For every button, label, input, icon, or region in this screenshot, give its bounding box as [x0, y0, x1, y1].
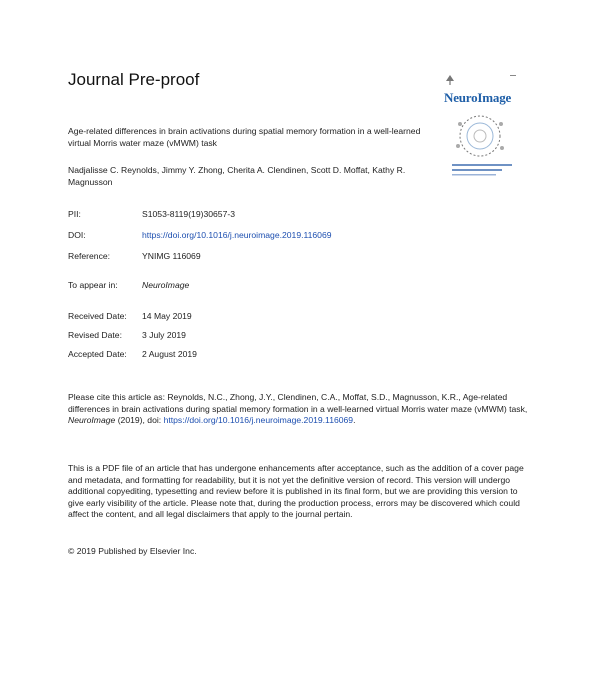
- citation-middle: (2019), doi:: [117, 415, 162, 426]
- doi-label: DOI:: [68, 230, 86, 240]
- reference-label: Reference:: [68, 251, 111, 261]
- doi-link[interactable]: https://doi.org/10.1016/j.neuroimage.2019.116069: [142, 230, 332, 240]
- brain-cover-icon: [444, 106, 524, 182]
- citation-journal: NeuroImage: [68, 415, 116, 426]
- citation-doi-link[interactable]: https://doi.org/10.1016/j.neuroimage.2019.116069: [163, 415, 354, 426]
- reference-value: YNIMG 116069: [142, 251, 201, 261]
- received-label: Received Date:: [68, 311, 127, 321]
- citation-paragraph: [68, 392, 530, 427]
- journal-logo-name: NeuroImage: [444, 90, 512, 105]
- article-title: Age-related differences in brain activations during spatial memory formation in a well-learned virtual Morris water maze (vMWM) task: [68, 126, 421, 148]
- revised-label: Revised Date:: [68, 330, 122, 340]
- small-mark: [510, 75, 516, 76]
- pii-label: PII:: [68, 209, 81, 219]
- citation-suffix: .: [353, 415, 356, 426]
- page-header-title: Journal Pre-proof: [68, 70, 200, 89]
- notice-paragraph: This is a PDF file of an article that has undergone enhancements after acceptance, such as the addition of a cover page and metadata, and formatting for readability, but it is not yet the definitive version of record. This version will undergo additional copyediting, typesetting and review before it is published in its final form, but we are providing this version to give early visibility of the article. Please note that, during the production process, errors may be discovered which could affect the content, and all legal disclaimers that apply to the journal pertain.: [68, 463, 524, 520]
- copyright-line: © 2019 Published by Elsevier Inc.: [68, 546, 197, 556]
- accepted-label: Accepted Date:: [68, 349, 127, 359]
- elsevier-tree-icon: [444, 74, 456, 86]
- received-value: 14 May 2019: [142, 311, 192, 321]
- journal-logo: [444, 72, 524, 182]
- to-appear-value: NeuroImage: [142, 280, 190, 290]
- to-appear-label: To appear in:: [68, 280, 118, 290]
- article-authors: Nadjalisse C. Reynolds, Jimmy Y. Zhong, Cherita A. Clendinen, Scott D. Moffat, Kathy R. Magnusson: [68, 165, 406, 187]
- citation-prefix: Please cite this article as: Reynolds, N.C., Zhong, J.Y., Clendinen, C.A., Moffat, S.D., Magnusson, K.R., Age-related differences in brain activations during spatial memory formation in a well-learned virtual Morris water maze (vMWM) task,: [68, 392, 528, 414]
- pii-value: S1053-8119(19)30657-3: [142, 209, 236, 219]
- revised-value: 3 July 2019: [142, 330, 186, 340]
- accepted-value: 2 August 2019: [142, 349, 197, 359]
